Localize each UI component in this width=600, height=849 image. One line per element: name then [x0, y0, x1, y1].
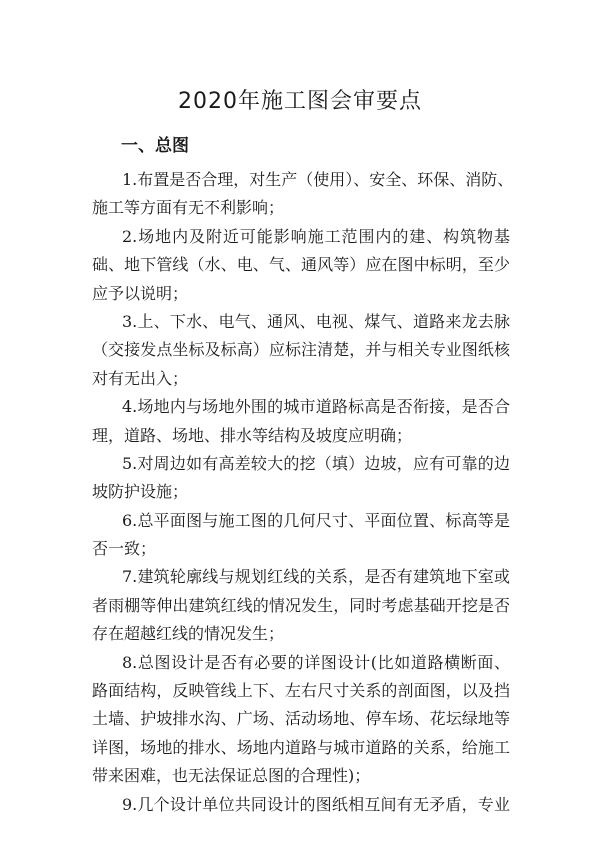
paragraph-line: 对有无出入；	[92, 368, 189, 388]
paragraph-item-9	[92, 791, 510, 819]
section-heading: 一、总图	[121, 136, 189, 156]
paragraph-item-7	[92, 563, 510, 648]
paragraph-line: 详图，场地的排水、场地内道路与城市道路的关系，给施工	[92, 737, 510, 757]
paragraph-item-8	[92, 649, 510, 791]
paragraph-item-5	[92, 450, 510, 507]
paragraph-line: 者雨棚等伸出建筑红线的情况发生，同时考虑基础开挖是否	[92, 595, 510, 615]
paragraph-line: 理，道路、场地、排水等结构及坡度应明确；	[92, 425, 413, 445]
paragraph-line: 4.场地内与场地外围的城市道路标高是否衔接，是否合	[122, 397, 510, 417]
paragraph-item-2	[92, 223, 510, 308]
paragraph-line: 5.对周边如有高差较大的挖（填）边坡，应有可靠的边	[122, 453, 510, 473]
document-body	[92, 166, 514, 819]
paragraph-line: 础、地下管线（水、电、气、通风等）应在图中标明，至少	[92, 255, 510, 275]
paragraph-line: 9.几个设计单位共同设计的图纸相互间有无矛盾，专业	[122, 794, 510, 814]
paragraph-line: 8.总图设计是否有必要的详图设计(比如道路横断面、	[122, 652, 510, 672]
paragraph-item-1	[92, 166, 514, 223]
paragraph-line: 土墙、护坡排水沟、广场、活动场地、停车场、花坛绿地等	[92, 709, 510, 729]
paragraph-line: 6.总平面图与施工图的几何尺寸、平面位置、标高等是	[122, 510, 510, 530]
paragraph-line: 1.布置是否合理，对生产（使用）、安全、环保、消防、	[122, 170, 514, 189]
paragraph-line: 3.上、下水、电气、通风、电视、煤气、道路来龙去脉	[122, 311, 510, 331]
paragraph-line: 施工等方面有无不利影响；	[92, 198, 285, 218]
paragraph-line: 2.场地内及附近可能影响施工范围内的建、构筑物基	[122, 226, 510, 246]
paragraph-item-4	[92, 393, 510, 450]
paragraph-line: 坡防护设施；	[92, 482, 189, 502]
paragraph-line: 路面结构，反映管线上下、左右尺寸关系的剖面图，以及挡	[92, 681, 510, 701]
paragraph-line: 否一致；	[92, 539, 157, 559]
paragraph-line: （交接发点坐标及标高）应标注清楚，并与相关专业图纸核	[92, 340, 510, 360]
paragraph-line: 应予以说明；	[92, 283, 189, 303]
paragraph-line: 带来困难，也无法保证总图的合理性)；	[92, 766, 371, 786]
paragraph-line: 存在超越红线的情况发生；	[92, 624, 285, 644]
paragraph-line: 7.建筑轮廓线与规划红线的关系，是否有建筑地下室或	[122, 567, 510, 587]
document-title: 2020年施工图会审要点	[178, 89, 422, 114]
paragraph-item-3	[92, 308, 510, 393]
paragraph-item-6	[92, 507, 510, 564]
